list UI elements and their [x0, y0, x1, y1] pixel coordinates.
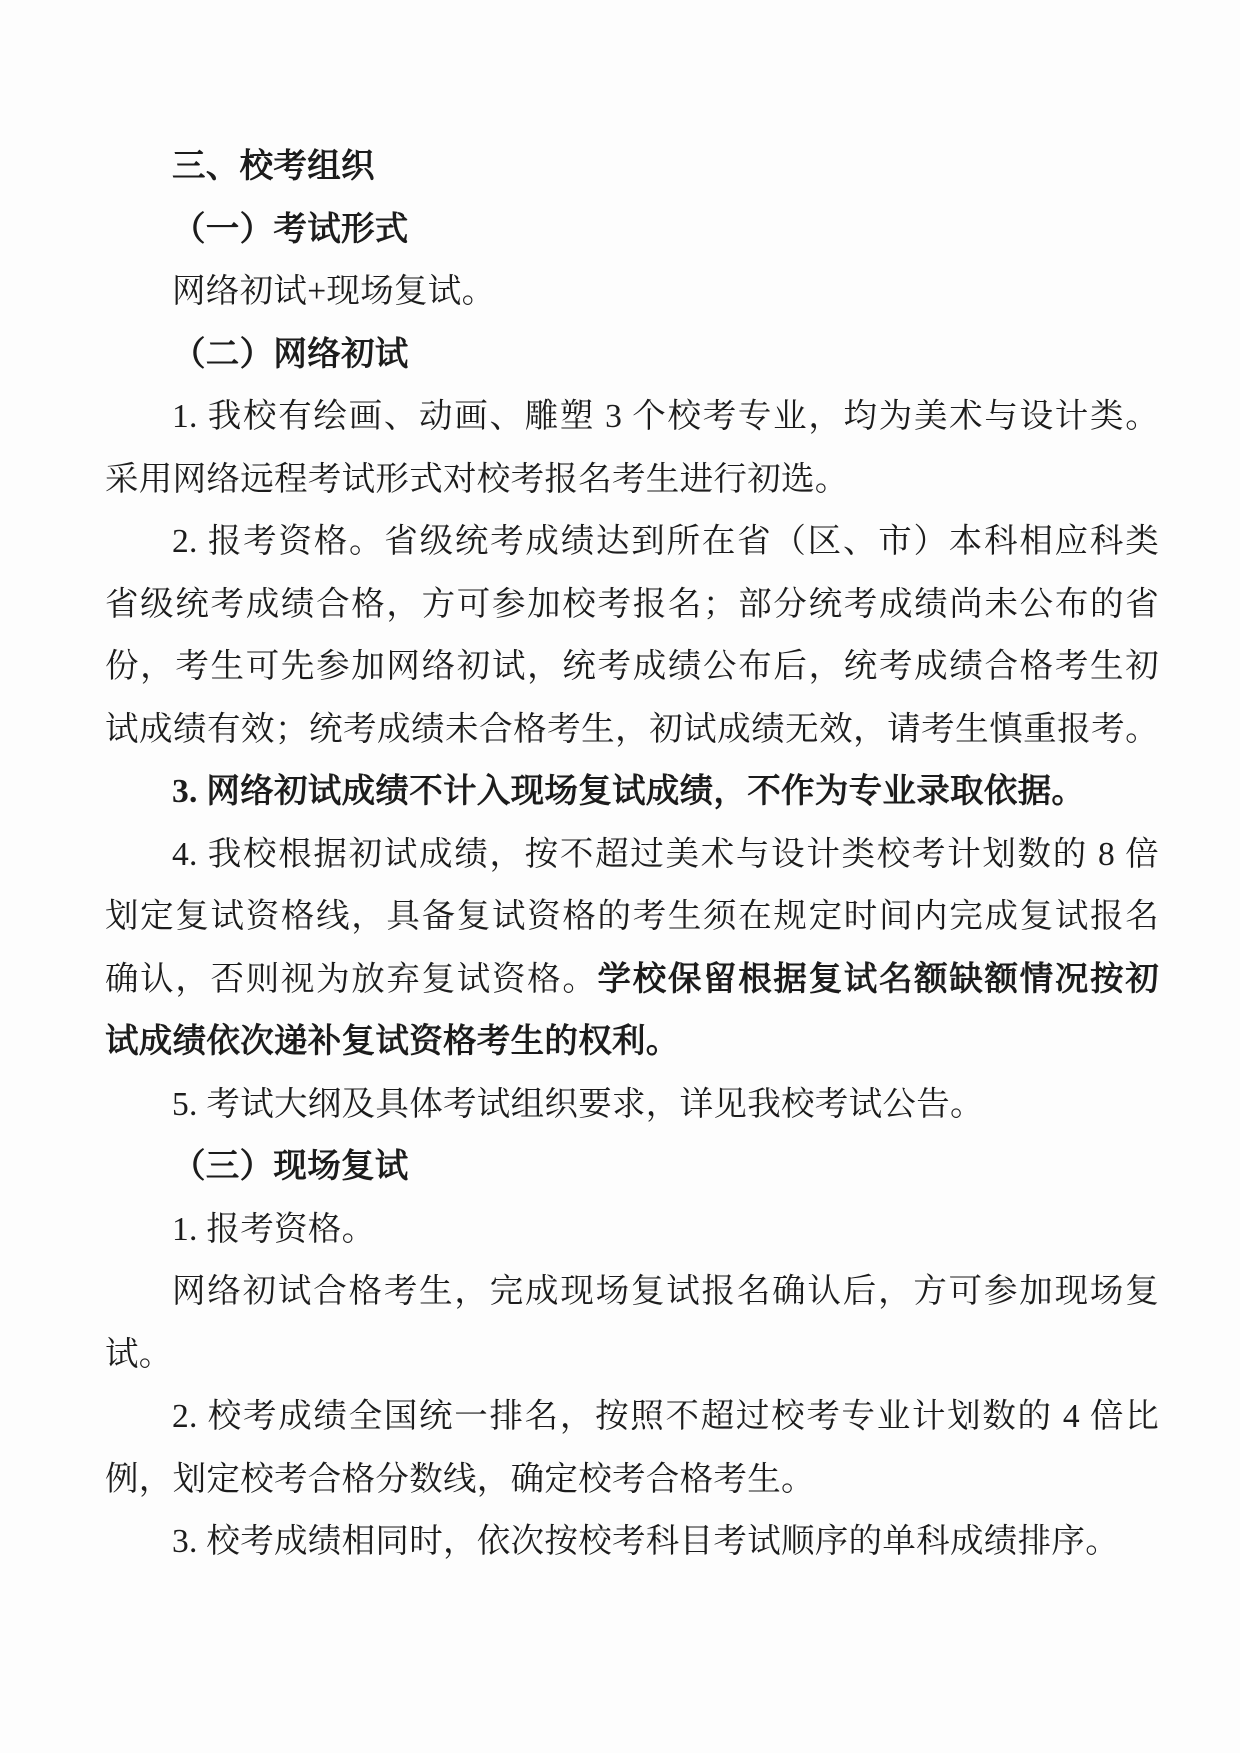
para-exam-format: [105, 261, 1159, 324]
bold-run: 学校保留根据复试名额缺额情况按初: [597, 960, 1159, 998]
para-online-item-5: [105, 1074, 1159, 1137]
para-online-item-3: [105, 761, 1159, 824]
text-line-bold: 3. 网络初试成绩不计入现场复试成绩，不作为专业录取依据。: [172, 773, 1086, 810]
section-title-text: 三、校考组织: [172, 148, 375, 185]
para-online-item-1: [105, 386, 1159, 511]
subsection-1-title-text: （一）考试形式: [172, 210, 409, 248]
para-onsite-item-1-detail: [105, 1261, 1159, 1386]
text-line: 采用网络远程考试形式对校考报名考生进行初选。: [105, 460, 849, 498]
text-line: 试。: [105, 1335, 173, 1373]
para-online-item-2: [105, 511, 1159, 761]
text-line: 划定复试资格线，具备复试资格的考生须在规定时间内完成复试报名: [105, 898, 1159, 935]
text-line: 网络初试合格考生，完成现场复试报名确认后，方可参加现场复: [172, 1273, 1159, 1310]
text-line: 份，考生可先参加网络初试，统考成绩公布后，统考成绩合格考生初: [105, 648, 1159, 685]
text-line: 1. 报考资格。: [172, 1210, 376, 1248]
text-line: 4. 我校根据初试成绩，按不超过美术与设计类校考计划数的 8 倍: [172, 835, 1159, 873]
subsection-3-title-text: （三）现场复试: [172, 1148, 409, 1185]
para-onsite-item-2: [105, 1386, 1159, 1511]
text-line: 2. 校考成绩全国统一排名，按照不超过校考专业计划数的 4 倍比: [172, 1398, 1159, 1435]
text-line: 1. 我校有绘画、动画、雕塑 3 个校考专业，均为美术与设计类。: [172, 398, 1159, 435]
section-title: [105, 136, 1159, 199]
para-onsite-item-1: [105, 1199, 1159, 1262]
subsection-1-title: [105, 199, 1159, 262]
text-line: 5. 考试大纲及具体考试组织要求，详见我校考试公告。: [172, 1085, 984, 1123]
text-line-bold: 试成绩依次递补复试资格考生的权利。: [105, 1023, 680, 1060]
text-line-mixed: [105, 949, 1159, 1012]
subsection-3-title: [105, 1136, 1159, 1199]
text-line: 试成绩有效；统考成绩未合格考生，初试成绩无效，请考生慎重报考。: [105, 710, 1159, 748]
text-line: 2. 报考资格。省级统考成绩达到所在省（区、市）本科相应科类: [172, 523, 1159, 560]
text-line: 3. 校考成绩相同时，依次按校考科目考试顺序的单科成绩排序。: [172, 1523, 1119, 1560]
para-online-item-4: [105, 824, 1159, 1074]
text-line: 网络初试+现场复试。: [172, 273, 496, 310]
subsection-2-title-text: （二）网络初试: [172, 335, 409, 373]
subsection-2-title: [105, 324, 1159, 387]
text-line: 例，划定校考合格分数线，确定校考合格考生。: [105, 1460, 815, 1498]
normal-run: 确认，否则视为放弃复试资格。: [105, 960, 598, 998]
para-onsite-item-3: [105, 1511, 1159, 1574]
text-line: 省级统考成绩合格，方可参加校考报名；部分统考成绩尚未公布的省: [105, 585, 1159, 623]
